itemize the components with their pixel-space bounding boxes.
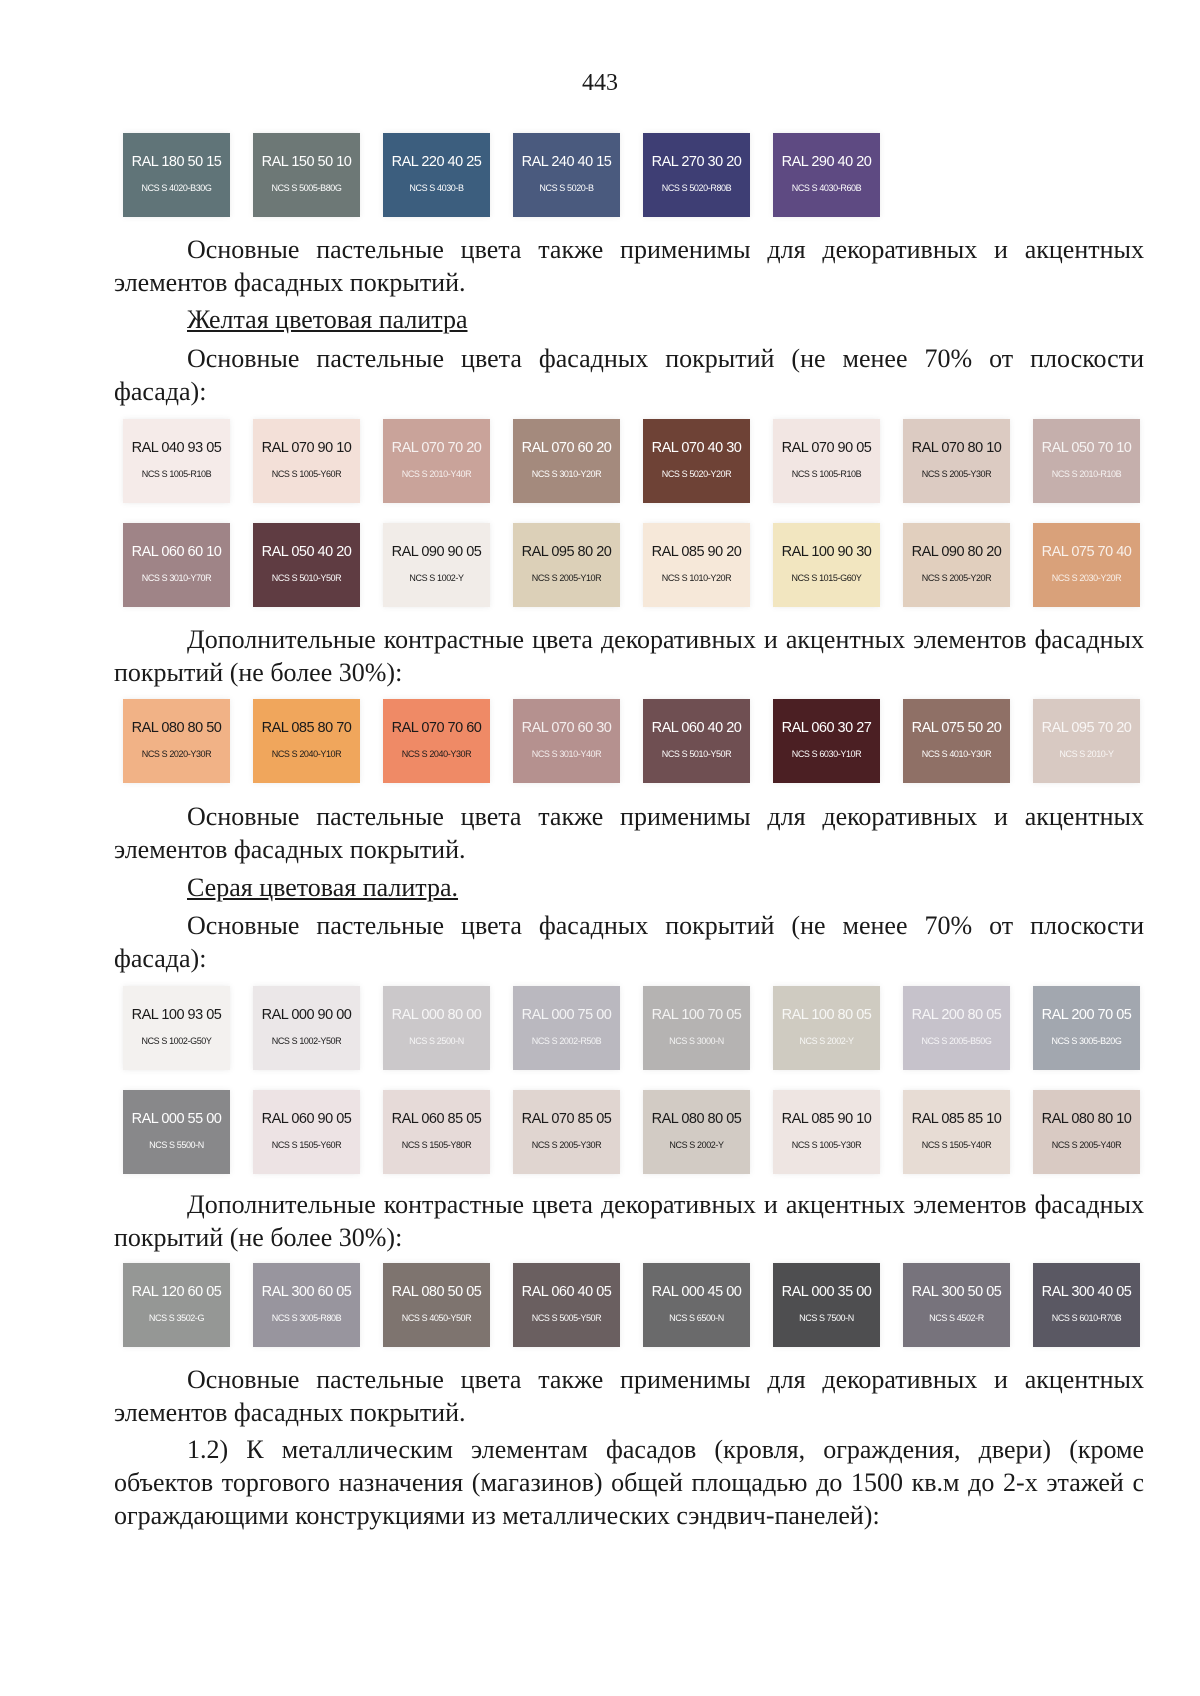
color-swatch xyxy=(643,419,750,503)
swatch-ncs-code: NCS S 2005-Y30R xyxy=(531,1139,602,1150)
color-swatch xyxy=(1033,1090,1140,1174)
swatch-ncs-code: NCS S 5020-R80B xyxy=(661,182,732,193)
paragraph-grey-main: Основные пастельные цвета фасадных покрытий (не менее 70% от плоскости фасада): xyxy=(114,911,1144,973)
swatch-ral-code: RAL 200 80 05 xyxy=(911,1006,1002,1023)
paragraph-pastel-note-1: Основные пастельные цвета также применимы для декоративных и акцентных элементов фасадных покрытий. xyxy=(114,235,1144,297)
paragraph-grey-contrast: Дополнительные контрастные цвета декоративных и акцентных элементов фасадных покрытий (не более 30%): xyxy=(114,1190,1144,1252)
swatch-ncs-code: NCS S 1005-R10B xyxy=(141,468,212,479)
color-swatch xyxy=(123,1263,230,1347)
swatch-ral-code: RAL 075 70 40 xyxy=(1041,543,1132,560)
swatch-ral-code: RAL 220 40 25 xyxy=(391,153,482,170)
swatch-ral-code: RAL 080 80 05 xyxy=(651,1110,742,1127)
color-swatch xyxy=(903,1090,1010,1174)
swatch-ral-code: RAL 070 70 20 xyxy=(391,439,482,456)
swatch-ral-code: RAL 050 70 10 xyxy=(1041,439,1132,456)
swatch-ral-code: RAL 070 60 30 xyxy=(521,719,612,736)
color-swatch xyxy=(903,523,1010,607)
color-swatch xyxy=(123,419,230,503)
swatch-ral-code: RAL 095 80 20 xyxy=(521,543,612,560)
swatch-ral-code: RAL 090 90 05 xyxy=(391,543,482,560)
swatch-ral-code: RAL 120 60 05 xyxy=(131,1283,222,1300)
swatch-ral-code: RAL 300 60 05 xyxy=(261,1283,352,1300)
color-swatch xyxy=(903,986,1010,1070)
swatch-ral-code: RAL 040 93 05 xyxy=(131,439,222,456)
swatch-ncs-code: NCS S 4020-B30G xyxy=(141,182,212,193)
swatch-ral-code: RAL 060 30 27 xyxy=(781,719,872,736)
color-swatch xyxy=(513,986,620,1070)
color-swatch xyxy=(123,523,230,607)
swatch-ral-code: RAL 150 50 10 xyxy=(261,153,352,170)
color-swatch xyxy=(1033,1263,1140,1347)
swatch-ral-code: RAL 070 80 10 xyxy=(911,439,1002,456)
swatch-ncs-code: NCS S 7500-N xyxy=(799,1312,854,1323)
color-swatch xyxy=(253,523,360,607)
color-swatch xyxy=(123,699,230,783)
swatch-row-grey-main-2 xyxy=(0,1090,1200,1174)
swatch-ncs-code: NCS S 4502-R xyxy=(929,1312,984,1323)
swatch-ral-code: RAL 000 35 00 xyxy=(781,1283,872,1300)
swatch-row-yellow-main-1 xyxy=(0,419,1200,503)
color-swatch xyxy=(253,699,360,783)
swatch-ncs-code: NCS S 1505-Y60R xyxy=(271,1139,342,1150)
swatch-ral-code: RAL 000 45 00 xyxy=(651,1283,742,1300)
color-swatch xyxy=(1033,419,1140,503)
color-swatch xyxy=(773,986,880,1070)
swatch-ncs-code: NCS S 2005-B50G xyxy=(921,1035,992,1046)
swatch-ral-code: RAL 000 90 00 xyxy=(261,1006,352,1023)
color-swatch xyxy=(253,1090,360,1174)
swatch-ncs-code: NCS S 2010-Y xyxy=(1059,748,1114,759)
swatch-ral-code: RAL 300 40 05 xyxy=(1041,1283,1132,1300)
color-swatch xyxy=(383,133,490,217)
swatch-ncs-code: NCS S 1505-Y40R xyxy=(921,1139,992,1150)
swatch-ncs-code: NCS S 1002-Y xyxy=(409,572,464,583)
color-swatch xyxy=(903,1263,1010,1347)
swatch-ral-code: RAL 080 80 50 xyxy=(131,719,222,736)
swatch-ral-code: RAL 070 90 10 xyxy=(261,439,352,456)
swatch-row-blue-violet xyxy=(0,133,1200,217)
swatch-ncs-code: NCS S 2030-Y20R xyxy=(1051,572,1122,583)
color-swatch xyxy=(383,699,490,783)
swatch-ral-code: RAL 085 90 10 xyxy=(781,1110,872,1127)
color-swatch xyxy=(513,523,620,607)
color-swatch xyxy=(643,699,750,783)
color-swatch xyxy=(123,133,230,217)
color-swatch xyxy=(643,1263,750,1347)
swatch-ncs-code: NCS S 2002-Y xyxy=(799,1035,854,1046)
color-swatch xyxy=(253,1263,360,1347)
swatch-ral-code: RAL 090 80 20 xyxy=(911,543,1002,560)
swatch-ral-code: RAL 200 70 05 xyxy=(1041,1006,1132,1023)
paragraph-pastel-note-2: Основные пастельные цвета также применимы для декоративных и акцентных элементов фасадных покрытий. xyxy=(114,802,1144,864)
swatch-ral-code: RAL 095 70 20 xyxy=(1041,719,1132,736)
color-swatch xyxy=(513,1090,620,1174)
color-swatch xyxy=(253,419,360,503)
swatch-ral-code: RAL 075 50 20 xyxy=(911,719,1002,736)
swatch-ncs-code: NCS S 2500-N xyxy=(409,1035,464,1046)
color-swatch xyxy=(383,1263,490,1347)
swatch-ncs-code: NCS S 2040-Y30R xyxy=(401,748,472,759)
swatch-ncs-code: NCS S 2005-Y30R xyxy=(921,468,992,479)
color-swatch xyxy=(1033,986,1140,1070)
color-swatch xyxy=(253,133,360,217)
swatch-ncs-code: NCS S 4010-Y30R xyxy=(921,748,992,759)
color-swatch xyxy=(513,133,620,217)
swatch-ncs-code: NCS S 2040-Y10R xyxy=(271,748,342,759)
color-swatch xyxy=(123,1090,230,1174)
swatch-ral-code: RAL 000 75 00 xyxy=(521,1006,612,1023)
color-swatch xyxy=(513,1263,620,1347)
swatch-ral-code: RAL 080 80 10 xyxy=(1041,1110,1132,1127)
swatch-ral-code: RAL 100 70 05 xyxy=(651,1006,742,1023)
swatch-row-yellow-contrast xyxy=(0,699,1200,783)
yellow-palette-heading: Желтая цветовая палитра xyxy=(187,305,468,334)
swatch-ral-code: RAL 050 40 20 xyxy=(261,543,352,560)
swatch-ral-code: RAL 085 90 20 xyxy=(651,543,742,560)
paragraph-pastel-note-3: Основные пастельные цвета также применимы для декоративных и акцентных элементов фасадных покрытий. xyxy=(114,1365,1144,1427)
swatch-ncs-code: NCS S 1005-Y30R xyxy=(791,1139,862,1150)
swatch-ncs-code: NCS S 1505-Y80R xyxy=(401,1139,472,1150)
swatch-ral-code: RAL 060 60 10 xyxy=(131,543,222,560)
swatch-ncs-code: NCS S 3010-Y20R xyxy=(531,468,602,479)
color-swatch xyxy=(513,699,620,783)
swatch-row-grey-contrast xyxy=(0,1263,1200,1347)
swatch-ral-code: RAL 060 90 05 xyxy=(261,1110,352,1127)
swatch-ncs-code: NCS S 1010-Y20R xyxy=(661,572,732,583)
swatch-ncs-code: NCS S 4050-Y50R xyxy=(401,1312,472,1323)
swatch-ncs-code: NCS S 1015-G60Y xyxy=(791,572,862,583)
swatch-ral-code: RAL 000 55 00 xyxy=(131,1110,222,1127)
swatch-ral-code: RAL 085 80 70 xyxy=(261,719,352,736)
swatch-ral-code: RAL 070 90 05 xyxy=(781,439,872,456)
swatch-ncs-code: NCS S 2010-R10B xyxy=(1051,468,1122,479)
swatch-ncs-code: NCS S 1005-Y60R xyxy=(271,468,342,479)
swatch-ncs-code: NCS S 4030-B xyxy=(409,182,464,193)
swatch-ncs-code: NCS S 3005-R80B xyxy=(271,1312,342,1323)
swatch-ncs-code: NCS S 3010-Y40R xyxy=(531,748,602,759)
paragraph-yellow-contrast: Дополнительные контрастные цвета декоративных и акцентных элементов фасадных покрытий (не более 30%): xyxy=(114,625,1144,687)
swatch-ral-code: RAL 100 80 05 xyxy=(781,1006,872,1023)
swatch-ral-code: RAL 290 40 20 xyxy=(781,153,872,170)
swatch-ncs-code: NCS S 5500-N xyxy=(149,1139,204,1150)
swatch-ncs-code: NCS S 5020-Y20R xyxy=(661,468,732,479)
color-swatch xyxy=(383,1090,490,1174)
swatch-ncs-code: NCS S 1005-R10B xyxy=(791,468,862,479)
color-swatch xyxy=(383,419,490,503)
swatch-ncs-code: NCS S 1002-Y50R xyxy=(271,1035,342,1046)
swatch-ncs-code: NCS S 2005-Y40R xyxy=(1051,1139,1122,1150)
page-number: 443 xyxy=(582,70,618,96)
swatch-ral-code: RAL 060 40 05 xyxy=(521,1283,612,1300)
paragraph-yellow-main: Основные пастельные цвета фасадных покрытий (не менее 70% от плоскости фасада): xyxy=(114,344,1144,406)
swatch-ncs-code: NCS S 5010-Y50R xyxy=(271,572,342,583)
color-swatch xyxy=(903,419,1010,503)
swatch-ncs-code: NCS S 2002-R50B xyxy=(531,1035,602,1046)
swatch-ncs-code: NCS S 5020-B xyxy=(539,182,594,193)
swatch-ncs-code: NCS S 2005-Y10R xyxy=(531,572,602,583)
swatch-ral-code: RAL 240 40 15 xyxy=(521,153,612,170)
swatch-ral-code: RAL 000 80 00 xyxy=(391,1006,482,1023)
color-swatch xyxy=(643,1090,750,1174)
paragraph-metal-elements: 1.2) К металлическим элементам фасадов (кровля, ограждения, двери) (кроме объектов торгового назначения (магазинов) общей площадью до 1500 кв.м до 2-х этажей с ограждающими конструкциями из металлических сэндвич-панелей): xyxy=(114,1435,1144,1530)
color-swatch xyxy=(643,986,750,1070)
swatch-ncs-code: NCS S 6030-Y10R xyxy=(791,748,862,759)
swatch-ncs-code: NCS S 2005-Y20R xyxy=(921,572,992,583)
swatch-ncs-code: NCS S 6500-N xyxy=(669,1312,724,1323)
grey-palette-heading: Серая цветовая палитра. xyxy=(187,873,459,902)
color-swatch xyxy=(1033,523,1140,607)
swatch-ral-code: RAL 060 85 05 xyxy=(391,1110,482,1127)
swatch-ral-code: RAL 270 30 20 xyxy=(651,153,742,170)
color-swatch xyxy=(773,419,880,503)
swatch-ncs-code: NCS S 2020-Y30R xyxy=(141,748,212,759)
swatch-ncs-code: NCS S 4030-R60B xyxy=(791,182,862,193)
swatch-ncs-code: NCS S 5010-Y50R xyxy=(661,748,732,759)
color-swatch xyxy=(643,523,750,607)
swatch-ncs-code: NCS S 1002-G50Y xyxy=(141,1035,212,1046)
swatch-row-yellow-main-2 xyxy=(0,523,1200,607)
swatch-ncs-code: NCS S 2002-Y xyxy=(669,1139,724,1150)
color-swatch xyxy=(513,419,620,503)
swatch-ncs-code: NCS S 3010-Y70R xyxy=(141,572,212,583)
color-swatch xyxy=(903,699,1010,783)
color-swatch xyxy=(773,1263,880,1347)
swatch-ral-code: RAL 085 85 10 xyxy=(911,1110,1002,1127)
swatch-ncs-code: NCS S 3005-B20G xyxy=(1051,1035,1122,1046)
swatch-ral-code: RAL 100 93 05 xyxy=(131,1006,222,1023)
color-swatch xyxy=(1033,699,1140,783)
color-swatch xyxy=(773,523,880,607)
swatch-ral-code: RAL 100 90 30 xyxy=(781,543,872,560)
swatch-ncs-code: NCS S 5005-B80G xyxy=(271,182,342,193)
color-swatch xyxy=(383,523,490,607)
color-swatch xyxy=(383,986,490,1070)
color-swatch xyxy=(123,986,230,1070)
swatch-ncs-code: NCS S 5005-Y50R xyxy=(531,1312,602,1323)
color-swatch xyxy=(773,1090,880,1174)
swatch-ncs-code: NCS S 3502-G xyxy=(148,1312,205,1323)
color-swatch xyxy=(253,986,360,1070)
swatch-ncs-code: NCS S 3000-N xyxy=(669,1035,724,1046)
swatch-ral-code: RAL 060 40 20 xyxy=(651,719,742,736)
swatch-ral-code: RAL 070 70 60 xyxy=(391,719,482,736)
swatch-ral-code: RAL 080 50 05 xyxy=(391,1283,482,1300)
color-swatch xyxy=(773,699,880,783)
swatch-ral-code: RAL 070 60 20 xyxy=(521,439,612,456)
swatch-ncs-code: NCS S 2010-Y40R xyxy=(401,468,472,479)
swatch-row-grey-main-1 xyxy=(0,986,1200,1070)
swatch-ral-code: RAL 070 40 30 xyxy=(651,439,742,456)
swatch-ral-code: RAL 300 50 05 xyxy=(911,1283,1002,1300)
color-swatch xyxy=(643,133,750,217)
swatch-ncs-code: NCS S 6010-R70B xyxy=(1051,1312,1122,1323)
swatch-ral-code: RAL 070 85 05 xyxy=(521,1110,612,1127)
swatch-ral-code: RAL 180 50 15 xyxy=(131,153,222,170)
color-swatch xyxy=(773,133,880,217)
